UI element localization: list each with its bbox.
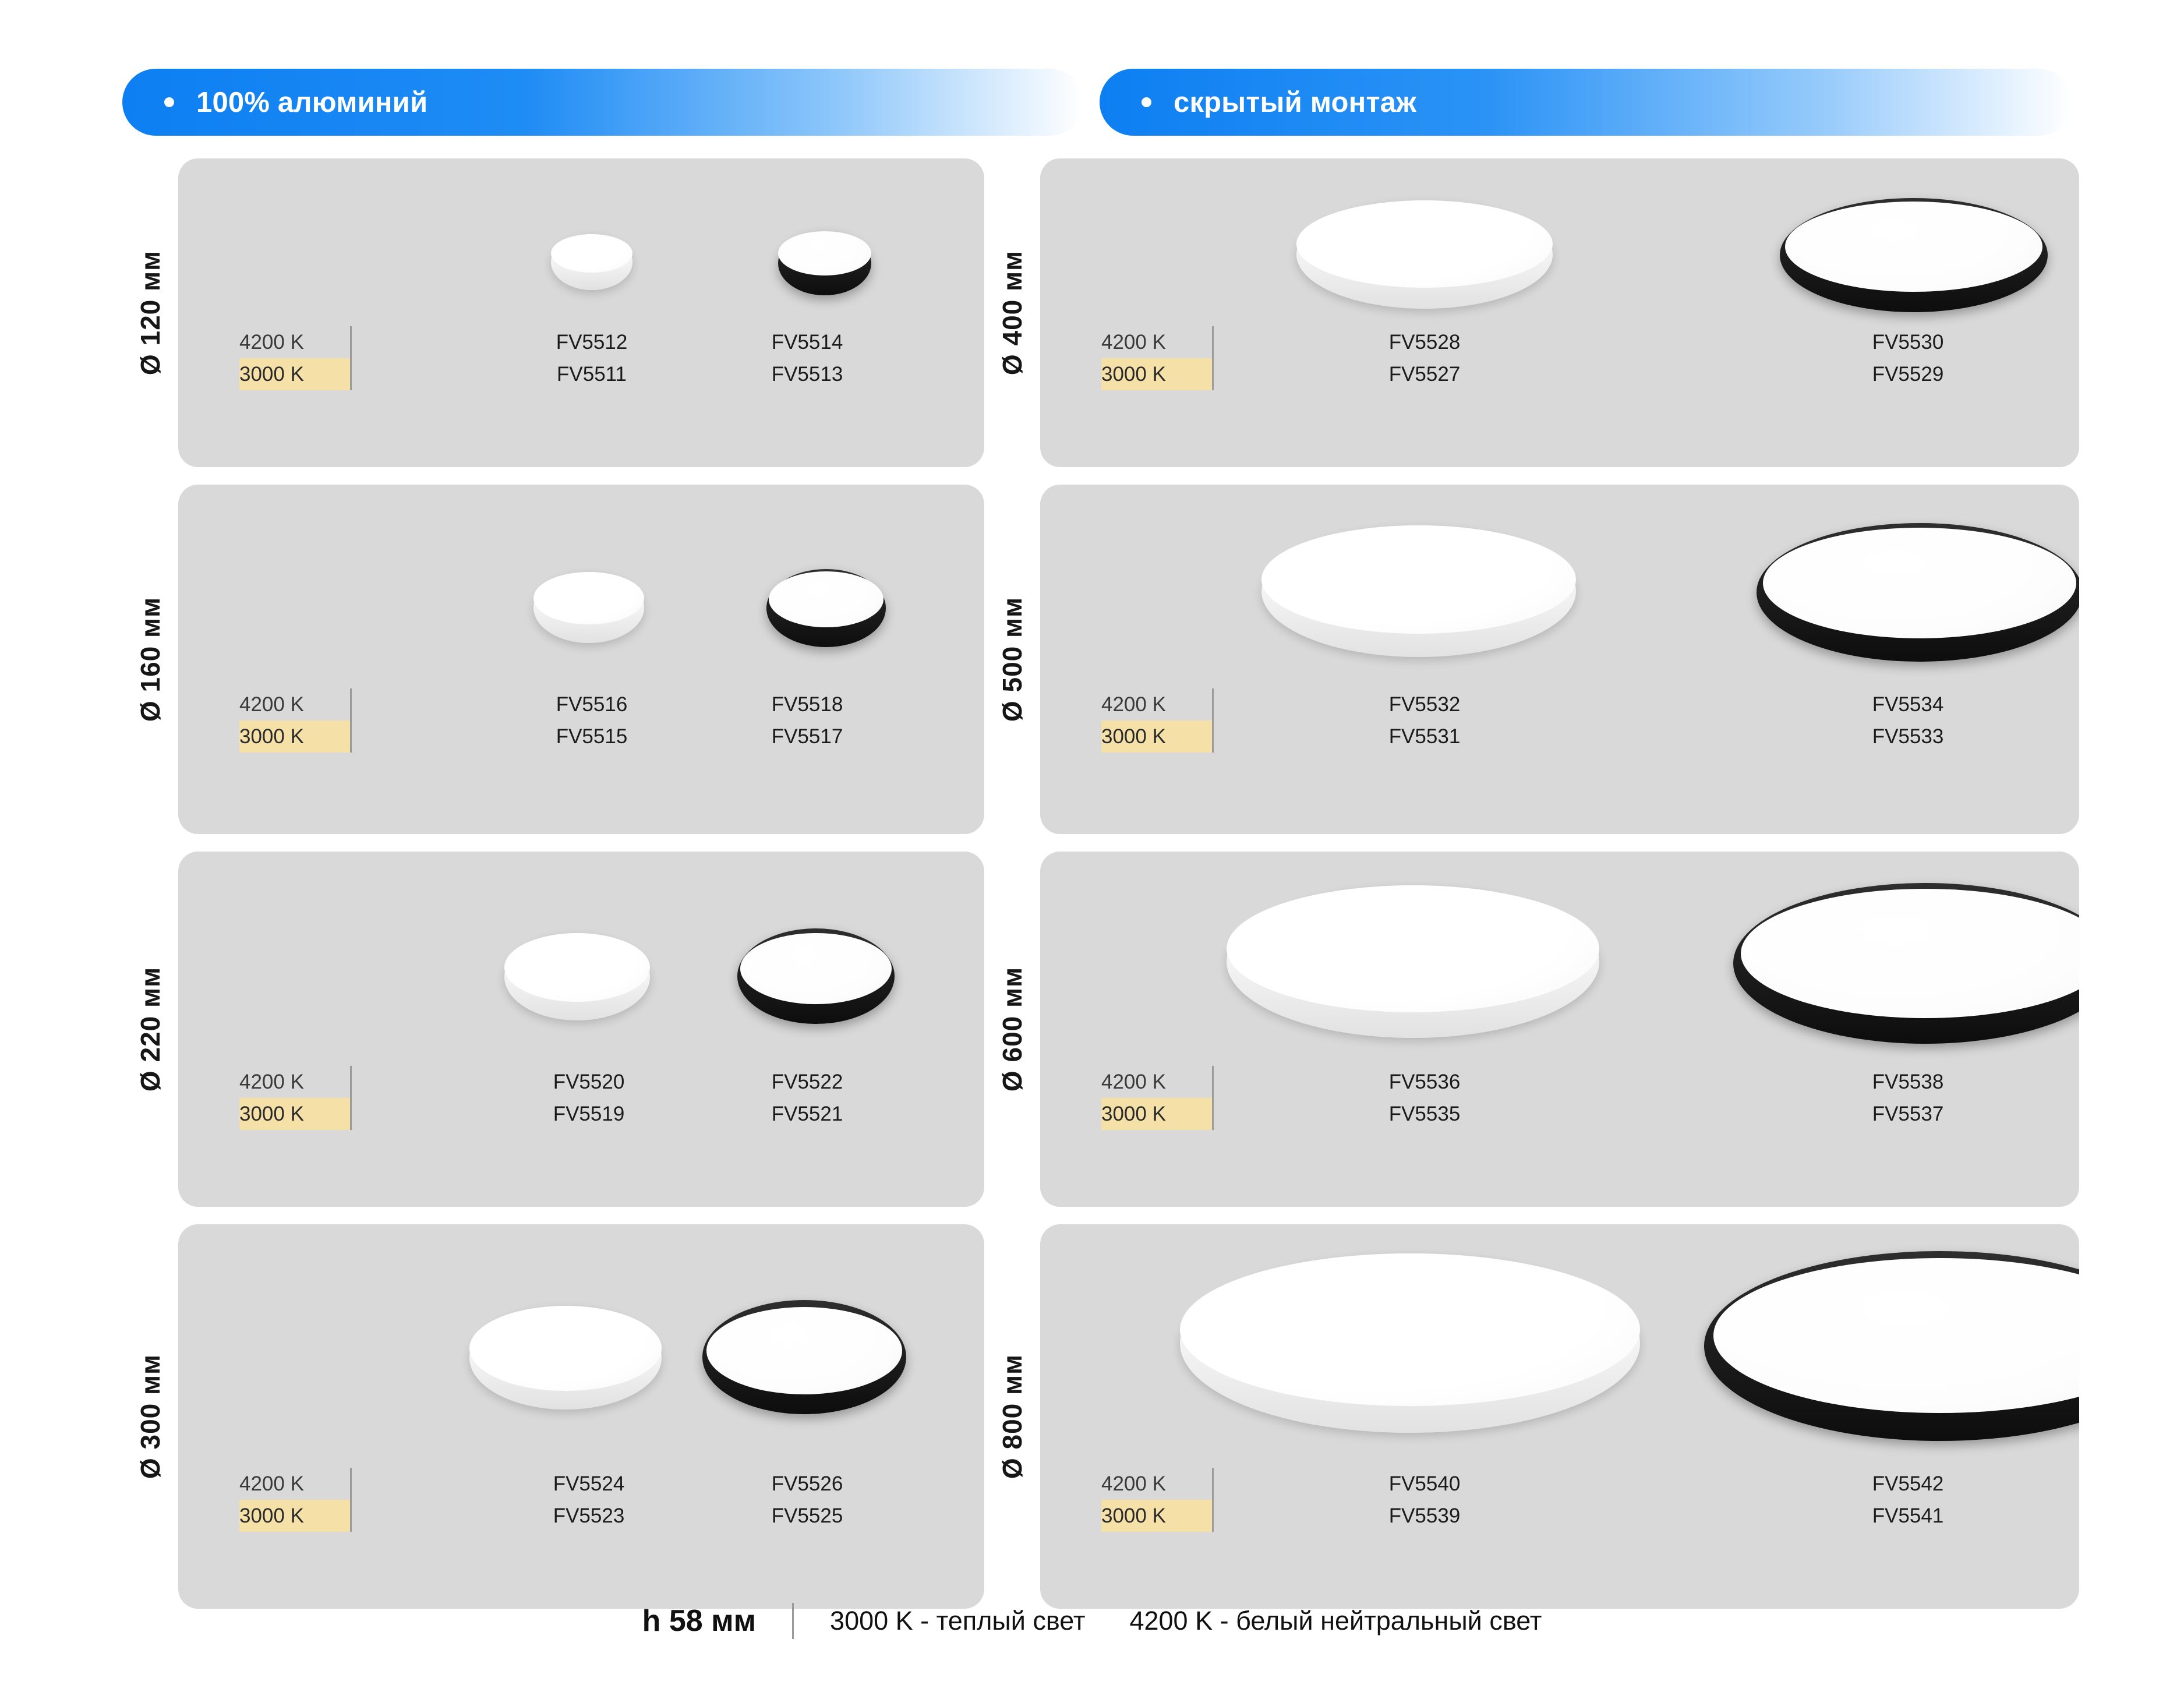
lamp-black-400	[1780, 198, 2048, 331]
banner-aluminium	[122, 69, 1083, 136]
temp-3000-label: 3000 K	[239, 358, 350, 390]
panel-surface	[1040, 852, 2079, 1207]
panel-300	[122, 1224, 984, 1609]
code-3000: FV5541	[1872, 1504, 1944, 1527]
code-4200: FV5522	[771, 1071, 843, 1093]
lamp-black-500	[1757, 523, 2079, 683]
code-4200: FV5528	[1388, 331, 1461, 354]
panel-800	[984, 1224, 2079, 1609]
temp-3000-label: 3000 K	[1101, 358, 1212, 390]
panel-220	[122, 852, 984, 1207]
temp-4200-label: 4200 K	[239, 1472, 304, 1495]
code-3000: FV5523	[553, 1504, 625, 1527]
grid-row	[122, 1224, 2079, 1609]
lamp-black-160	[766, 569, 886, 658]
temperature-column	[239, 1468, 350, 1532]
lamp-white-500	[1261, 525, 1576, 677]
temperature-column	[239, 688, 350, 753]
lamp-black-120	[778, 231, 871, 304]
banner-aluminium-label: 100% алюминий	[196, 86, 428, 118]
panel-surface	[178, 158, 984, 467]
code-4200: FV5530	[1872, 331, 1944, 354]
lamp-white-600	[1227, 885, 1599, 1060]
lamp-white-400	[1296, 200, 1553, 326]
temp-divider	[350, 1468, 352, 1532]
code-4200: FV5538	[1872, 1071, 1944, 1093]
temp-divider	[350, 326, 352, 390]
temp-3000-label: 3000 K	[239, 1098, 350, 1130]
code-4200: FV5512	[556, 331, 628, 354]
lamp-black-800	[1704, 1251, 2079, 1468]
codes-black-160	[737, 688, 877, 753]
bullet-dot-icon	[1142, 97, 1151, 107]
temp-divider	[350, 1066, 352, 1130]
codes-white-120	[522, 326, 662, 390]
temp-4200-label: 4200 K	[239, 1071, 304, 1093]
code-4200: FV5526	[771, 1472, 843, 1495]
panel-surface	[178, 485, 984, 834]
temp-4200-label: 4200 K	[1101, 1472, 1166, 1495]
temp-4200-label: 4200 K	[239, 331, 304, 354]
temperature-column	[239, 326, 350, 390]
codes-black-400	[1838, 326, 1978, 390]
codes-white-400	[1355, 326, 1494, 390]
panel-surface	[1040, 1224, 2079, 1609]
code-3000: FV5511	[557, 363, 627, 386]
code-3000: FV5527	[1388, 363, 1461, 386]
temperature-column	[1101, 1066, 1212, 1130]
code-3000: FV5529	[1872, 363, 1944, 386]
grid-row	[122, 852, 2079, 1207]
temp-divider	[1212, 1468, 1214, 1532]
codes-black-500	[1838, 688, 1978, 753]
code-4200: FV5520	[553, 1071, 625, 1093]
temp-3000-label: 3000 K	[1101, 720, 1212, 753]
footer	[0, 1603, 2184, 1639]
banner-hidden-mount	[1100, 69, 2072, 136]
panel-160	[122, 485, 984, 834]
code-4200: FV5518	[771, 693, 843, 716]
banner-bar	[122, 69, 2073, 136]
code-3000: FV5519	[553, 1103, 625, 1125]
code-3000: FV5533	[1872, 725, 1944, 748]
panel-600	[984, 852, 2079, 1207]
footer-note-neutral: 4200 K - белый нейтральный свет	[1129, 1606, 1542, 1636]
codes-white-600	[1355, 1066, 1494, 1130]
temp-3000-label: 3000 K	[1101, 1098, 1212, 1130]
panel-surface	[1040, 485, 2079, 834]
temp-3000-label: 3000 K	[239, 720, 350, 753]
temperature-column	[1101, 1468, 1212, 1532]
code-3000: FV5525	[771, 1504, 843, 1527]
code-3000: FV5521	[771, 1103, 843, 1125]
code-4200: FV5514	[771, 331, 843, 354]
temperature-column	[1101, 326, 1212, 390]
lamp-white-160	[533, 572, 644, 654]
temp-divider	[1212, 688, 1214, 753]
codes-black-120	[737, 326, 877, 390]
code-4200: FV5516	[556, 693, 628, 716]
codes-white-220	[519, 1066, 659, 1130]
product-grid	[122, 158, 2079, 1626]
diameter-label-600: Ø 600 мм	[997, 966, 1027, 1092]
temperature-column	[1101, 688, 1212, 753]
codes-black-600	[1838, 1066, 1978, 1130]
code-4200: FV5540	[1388, 1472, 1461, 1495]
code-3000: FV5515	[556, 725, 628, 748]
code-3000: FV5517	[771, 725, 843, 748]
temp-3000-label: 3000 K	[1101, 1500, 1212, 1532]
footer-divider	[792, 1603, 794, 1639]
diameter-label-500: Ø 500 мм	[997, 596, 1027, 722]
temp-3000-label: 3000 K	[239, 1500, 350, 1532]
code-4200: FV5534	[1872, 693, 1944, 716]
codes-white-500	[1355, 688, 1494, 753]
lamp-black-600	[1733, 883, 2079, 1068]
grid-row	[122, 158, 2079, 467]
codes-white-160	[522, 688, 662, 753]
lamp-white-120	[551, 234, 632, 298]
temp-4200-label: 4200 K	[1101, 693, 1166, 716]
temp-4200-label: 4200 K	[1101, 331, 1166, 354]
diameter-label-120: Ø 120 мм	[135, 250, 165, 376]
diameter-label-300: Ø 300 мм	[135, 1354, 165, 1479]
diameter-label-800: Ø 800 мм	[997, 1354, 1027, 1479]
temp-divider	[1212, 326, 1214, 390]
lamp-black-300	[702, 1300, 906, 1429]
lamp-white-800	[1180, 1253, 1640, 1457]
panel-surface	[178, 852, 984, 1207]
footer-note-warm: 3000 K - теплый свет	[830, 1606, 1086, 1636]
code-3000: FV5513	[771, 363, 843, 386]
code-3000: FV5531	[1388, 725, 1461, 748]
code-3000: FV5537	[1872, 1103, 1944, 1125]
panel-500	[984, 485, 2079, 834]
bullet-dot-icon	[164, 97, 174, 107]
code-4200: FV5536	[1388, 1071, 1461, 1093]
panel-surface	[178, 1224, 984, 1609]
panel-120	[122, 158, 984, 467]
codes-black-300	[737, 1468, 877, 1532]
panel-400	[984, 158, 2079, 467]
codes-black-800	[1838, 1468, 1978, 1532]
footer-height-label: h 58 мм	[642, 1604, 757, 1638]
code-3000: FV5539	[1388, 1504, 1461, 1527]
temp-4200-label: 4200 K	[1101, 1071, 1166, 1093]
code-3000: FV5535	[1388, 1103, 1461, 1125]
temp-divider	[1212, 1066, 1214, 1130]
temp-divider	[350, 688, 352, 753]
code-4200: FV5542	[1872, 1472, 1944, 1495]
lamp-black-220	[737, 928, 895, 1038]
banner-hidden-mount-label: скрытый монтаж	[1174, 86, 1417, 118]
code-4200: FV5524	[553, 1472, 625, 1495]
diameter-label-400: Ø 400 мм	[997, 250, 1027, 376]
codes-white-300	[519, 1468, 659, 1532]
diameter-label-220: Ø 220 мм	[135, 966, 165, 1092]
lamp-white-220	[504, 933, 650, 1032]
lamp-white-300	[469, 1306, 662, 1422]
codes-black-220	[737, 1066, 877, 1130]
grid-row	[122, 485, 2079, 834]
panel-surface	[1040, 158, 2079, 467]
temp-4200-label: 4200 K	[239, 693, 304, 716]
code-4200: FV5532	[1388, 693, 1461, 716]
temperature-column	[239, 1066, 350, 1130]
diameter-label-160: Ø 160 мм	[135, 596, 165, 722]
codes-white-800	[1355, 1468, 1494, 1532]
